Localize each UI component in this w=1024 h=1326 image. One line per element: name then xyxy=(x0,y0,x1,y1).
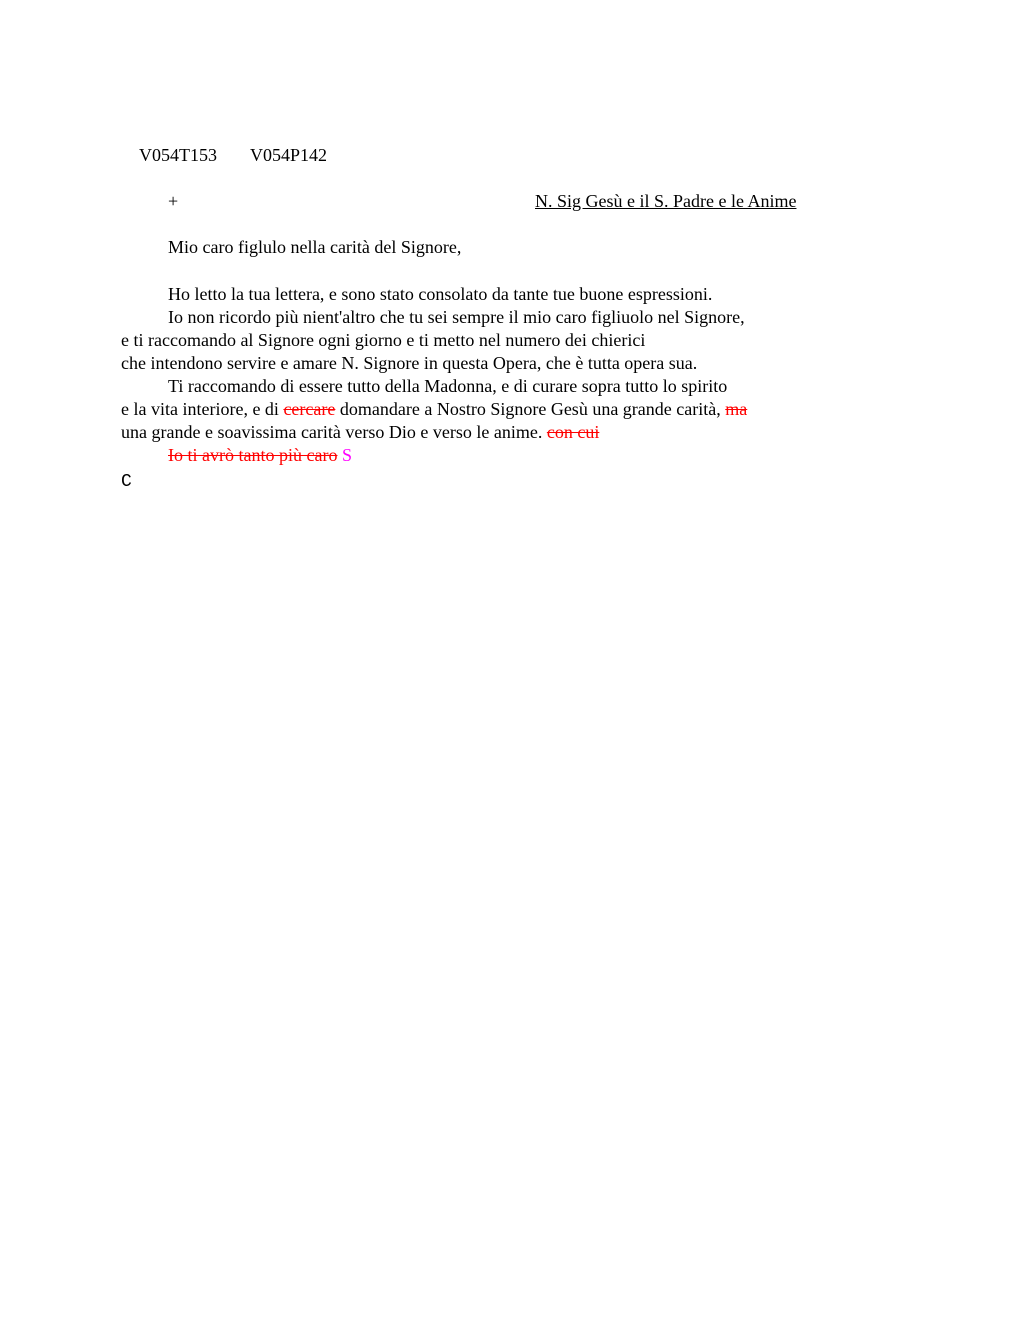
body-line-6-text-a: e la vita interiore, e di xyxy=(121,399,284,419)
invocation-heading: N. Sig Gesù e il S. Padre e le Anime xyxy=(535,191,797,211)
volume-page-code: V054P142 xyxy=(250,145,328,165)
closing-mark: C xyxy=(121,472,132,492)
body-line-2: Io non ricordo più nient'altro che tu sei sempre il mio caro figliuolo nel Signore, xyxy=(168,307,745,327)
inserted-mark: S xyxy=(341,445,352,465)
body-line-5: Ti raccomando di essere tutto della Madonna, e di curare sopra tutto lo spirito xyxy=(168,376,728,396)
body-line-3: e ti raccomando al Signore ogni giorno e ti metto nel numero dei chierici xyxy=(121,330,646,350)
body-line-7-text: una grande e soavissima carità verso Dio e verso le anime. xyxy=(121,422,547,442)
salutation: Mio caro figlulo nella carità del Signore, xyxy=(168,237,462,257)
body-line-4: che intendono servire e amare N. Signore in questa Opera, che è tutta opera sua. xyxy=(121,353,698,373)
body-line-6-text-b: domandare a Nostro Signore Gesù una grande carità, xyxy=(335,399,726,419)
body-line-8 xyxy=(168,444,352,467)
deleted-word-cercare: cercare xyxy=(283,399,336,419)
deleted-sentence: Io ti avrò tanto più caro xyxy=(168,445,338,465)
body-line-1: Ho letto la tua lettera, e sono stato consolato da tante tue buone espressioni. xyxy=(168,284,713,304)
reference-codes xyxy=(121,121,328,165)
volume-text-code: V054T153 xyxy=(139,145,217,165)
deleted-word-ma: ma xyxy=(725,399,748,419)
cross-mark: + xyxy=(168,191,179,211)
body-line-6 xyxy=(121,398,747,421)
body-line-7 xyxy=(121,421,599,444)
deleted-phrase-con-cui: con cui xyxy=(546,422,600,442)
